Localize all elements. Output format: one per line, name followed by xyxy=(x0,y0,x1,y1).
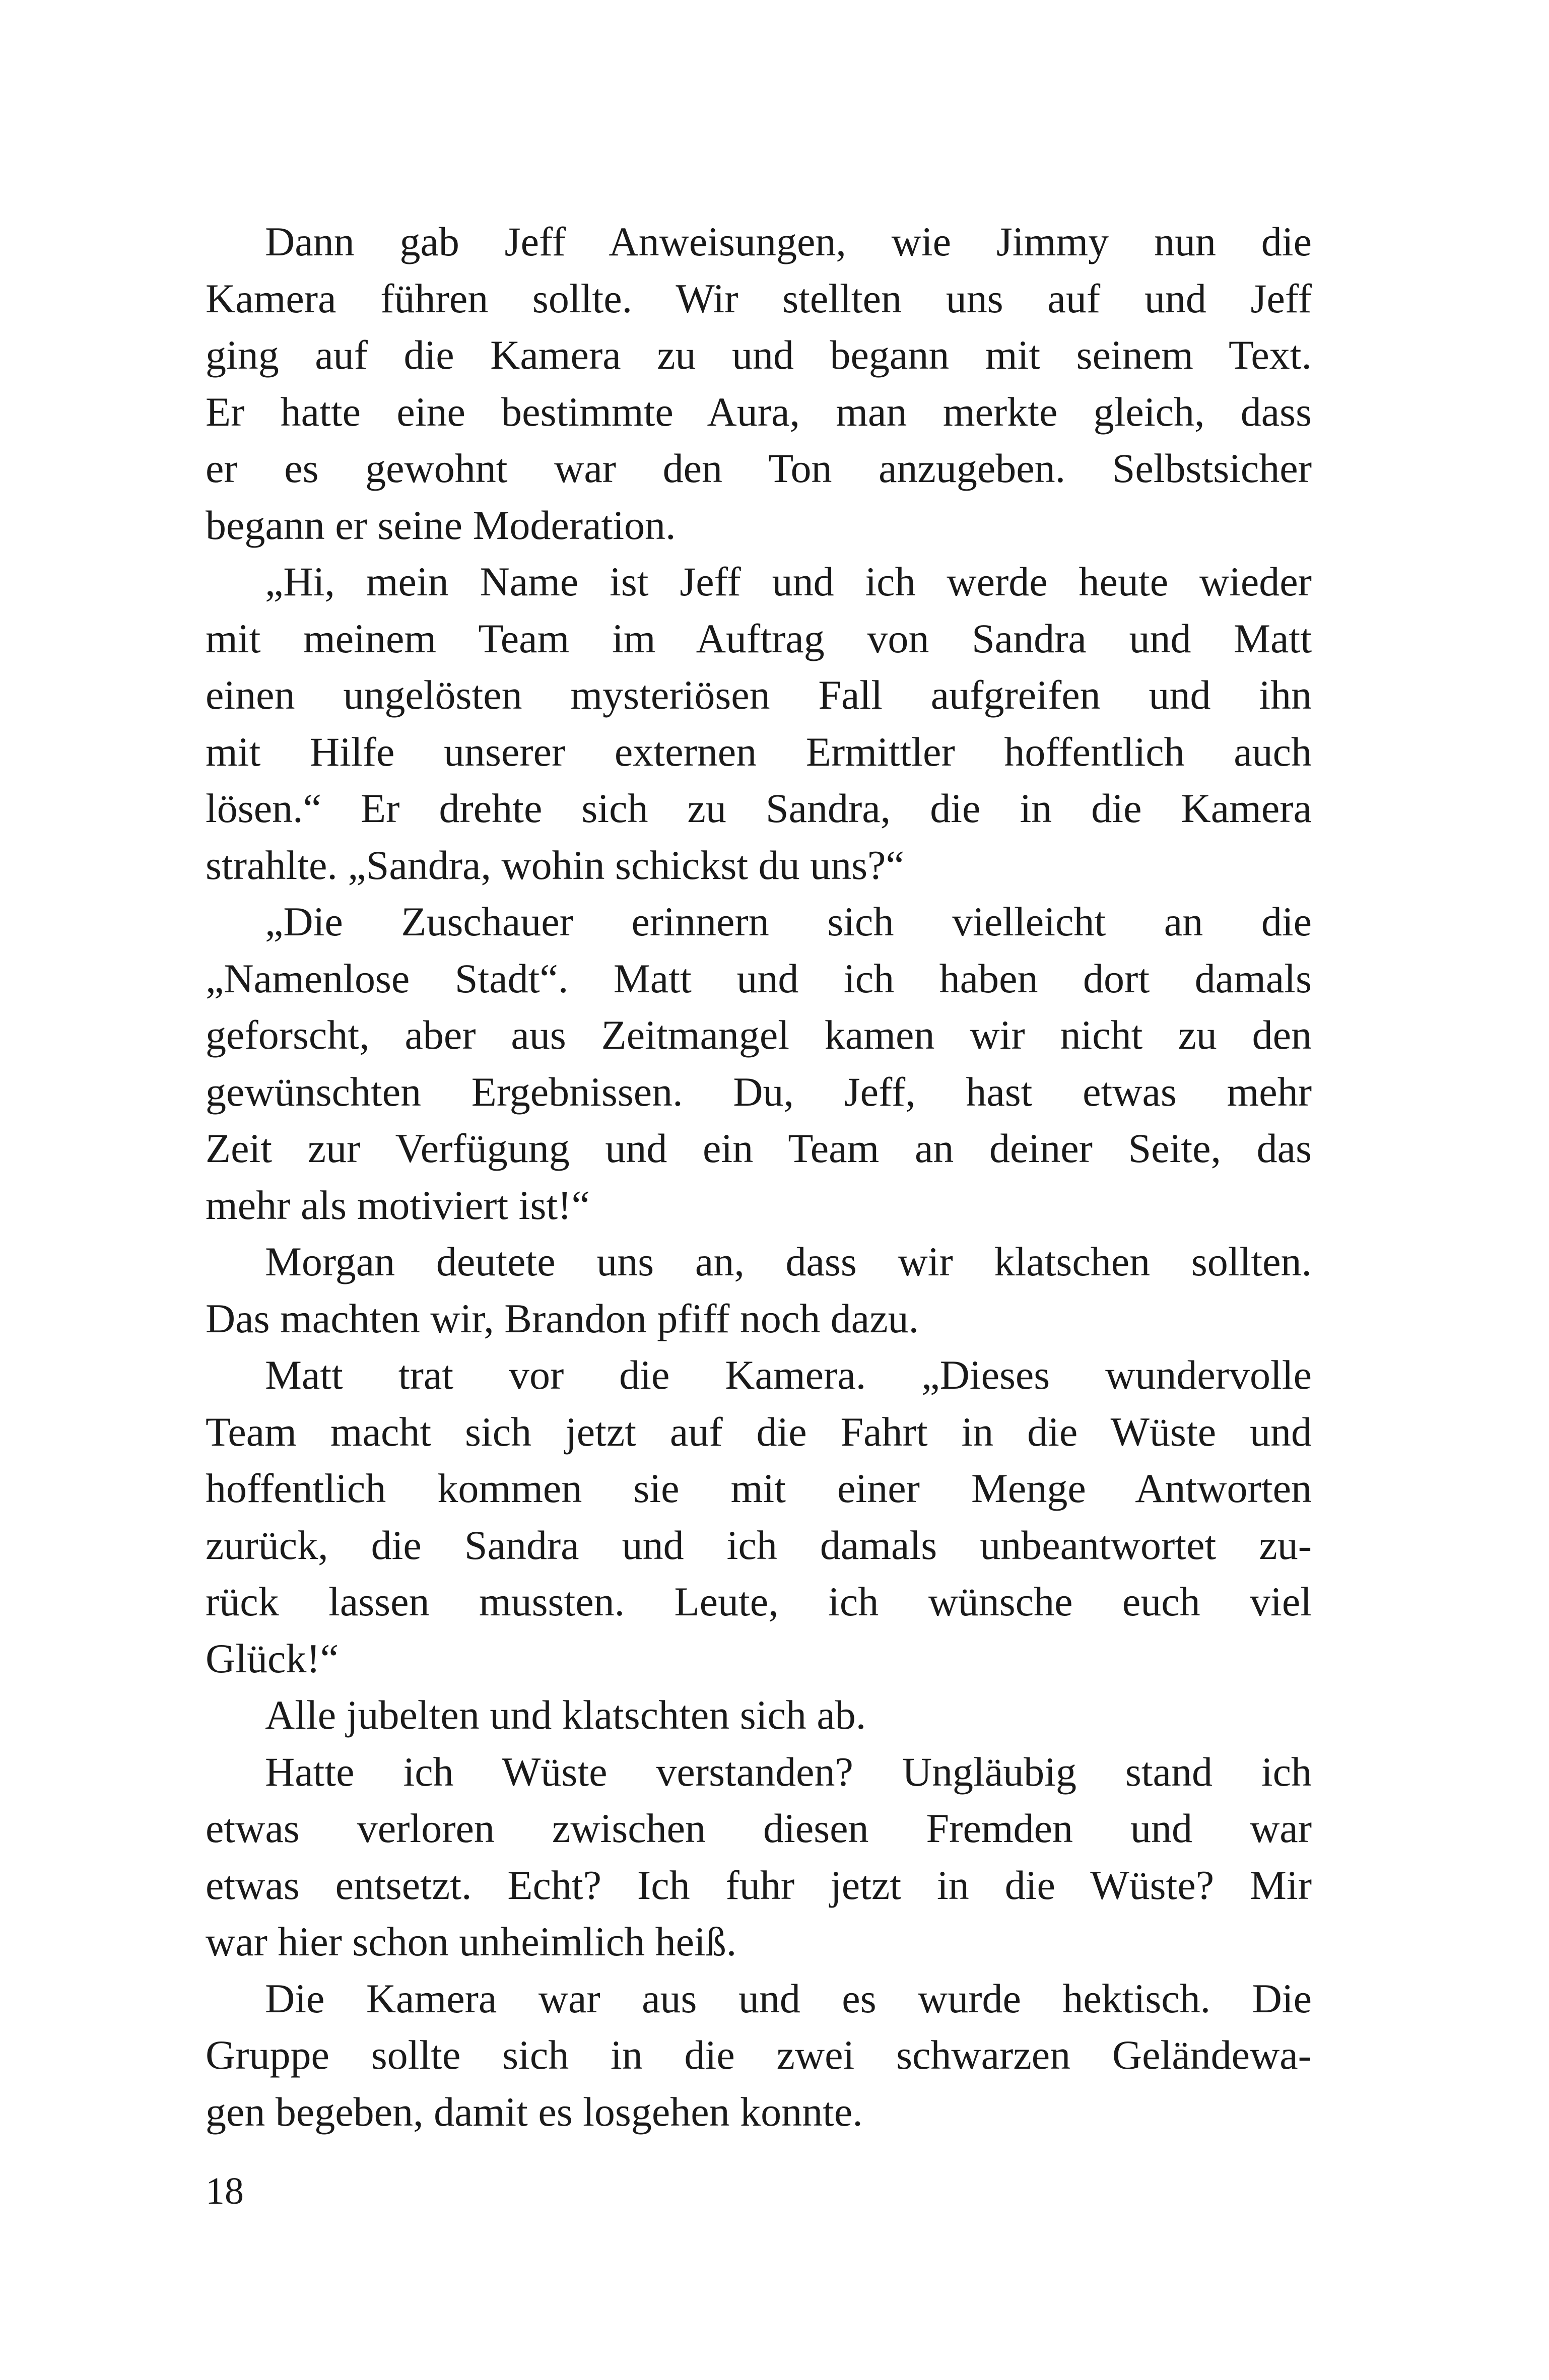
text-line: Dann gab Jeff Anweisungen, wie Jimmy nun die xyxy=(265,219,1312,264)
text-line: Zeit zur Verfügung und ein Team an deiner Seite, das xyxy=(206,1125,1312,1171)
text-line: mit meinem Team im Auftrag von Sandra und Matt xyxy=(206,615,1312,661)
text-line: Team macht sich jetzt auf die Fahrt in die Wüste und xyxy=(206,1408,1312,1455)
text-line: gewünschten Ergebnissen. Du, Jeff, hast etwas mehr xyxy=(206,1068,1312,1115)
paragraph xyxy=(206,1347,1312,1687)
text-line: mit Hilfe unserer externen Ermittler hoffentlich auch xyxy=(206,728,1312,775)
text-line: lösen.“ Er drehte sich zu Sandra, die in die Kamera xyxy=(206,785,1312,831)
body-text xyxy=(206,214,1312,2140)
text-line: Glück!“ xyxy=(206,1635,339,1681)
paragraph xyxy=(206,1234,1312,1347)
text-line: begann er seine Moderation. xyxy=(206,502,676,548)
text-line: er es gewohnt war den Ton anzugeben. Selbstsicher xyxy=(206,445,1312,491)
paragraph xyxy=(206,894,1312,1234)
text-line: Morgan deutete uns an, dass wir klatschen sollten. xyxy=(265,1239,1312,1284)
text-line: Alle jubelten und klatschten sich ab. xyxy=(265,1692,866,1738)
text-line: „Die Zuschauer erinnern sich vielleicht an die xyxy=(265,899,1312,944)
text-line: „Namenlose Stadt“. Matt und ich haben dort damals xyxy=(206,955,1312,1001)
text-line: „Hi, mein Name ist Jeff und ich werde heute wieder xyxy=(265,559,1312,604)
text-line: gen begeben, damit es losgehen konnte. xyxy=(206,2088,863,2135)
text-line: etwas verloren zwischen diesen Fremden und war xyxy=(206,1805,1312,1851)
page-number: 18 xyxy=(206,2170,244,2212)
text-line: Er hatte eine bestimmte Aura, man merkte gleich, dass xyxy=(206,388,1312,435)
text-line: war hier schon unheimlich heiß. xyxy=(206,1919,737,1964)
paragraph xyxy=(206,214,1312,554)
text-line: Das machten wir, Brandon pfiff noch dazu. xyxy=(206,1295,919,1341)
text-line: Gruppe sollte sich in die zwei schwarzen Geländewa- xyxy=(206,2032,1312,2078)
text-line: hoffentlich kommen sie mit einer Menge Antworten xyxy=(206,1465,1312,1511)
paragraph xyxy=(206,1970,1312,2141)
paragraph xyxy=(206,1744,1312,1970)
paragraph xyxy=(206,1687,1312,1744)
text-line: Hatte ich Wüste verstanden? Ungläubig stand ich xyxy=(265,1748,1312,1795)
text-line: etwas entsetzt. Echt? Ich fuhr jetzt in die Wüste? Mir xyxy=(206,1862,1312,1908)
text-line: Die Kamera war aus und es wurde hektisch. Die xyxy=(265,1975,1312,2021)
text-line: Matt trat vor die Kamera. „Dieses wundervolle xyxy=(265,1352,1312,1398)
text-line: zurück, die Sandra und ich damals unbeantwortet zu- xyxy=(206,1522,1312,1568)
text-line: strahlte. „Sandra, wohin schickst du uns?“ xyxy=(206,842,904,888)
text-line: einen ungelösten mysteriösen Fall aufgreifen und ihn xyxy=(206,672,1312,718)
text-line: mehr als motiviert ist!“ xyxy=(206,1182,590,1228)
text-line: Kamera führen sollte. Wir stellten uns auf und Jeff xyxy=(206,275,1312,321)
text-line: geforscht, aber aus Zeitmangel kamen wir nicht zu den xyxy=(206,1012,1312,1058)
text-line: rück lassen mussten. Leute, ich wünsche euch viel xyxy=(206,1579,1312,1624)
text-line: ging auf die Kamera zu und begann mit seinem Text. xyxy=(206,332,1312,378)
paragraph xyxy=(206,554,1312,894)
